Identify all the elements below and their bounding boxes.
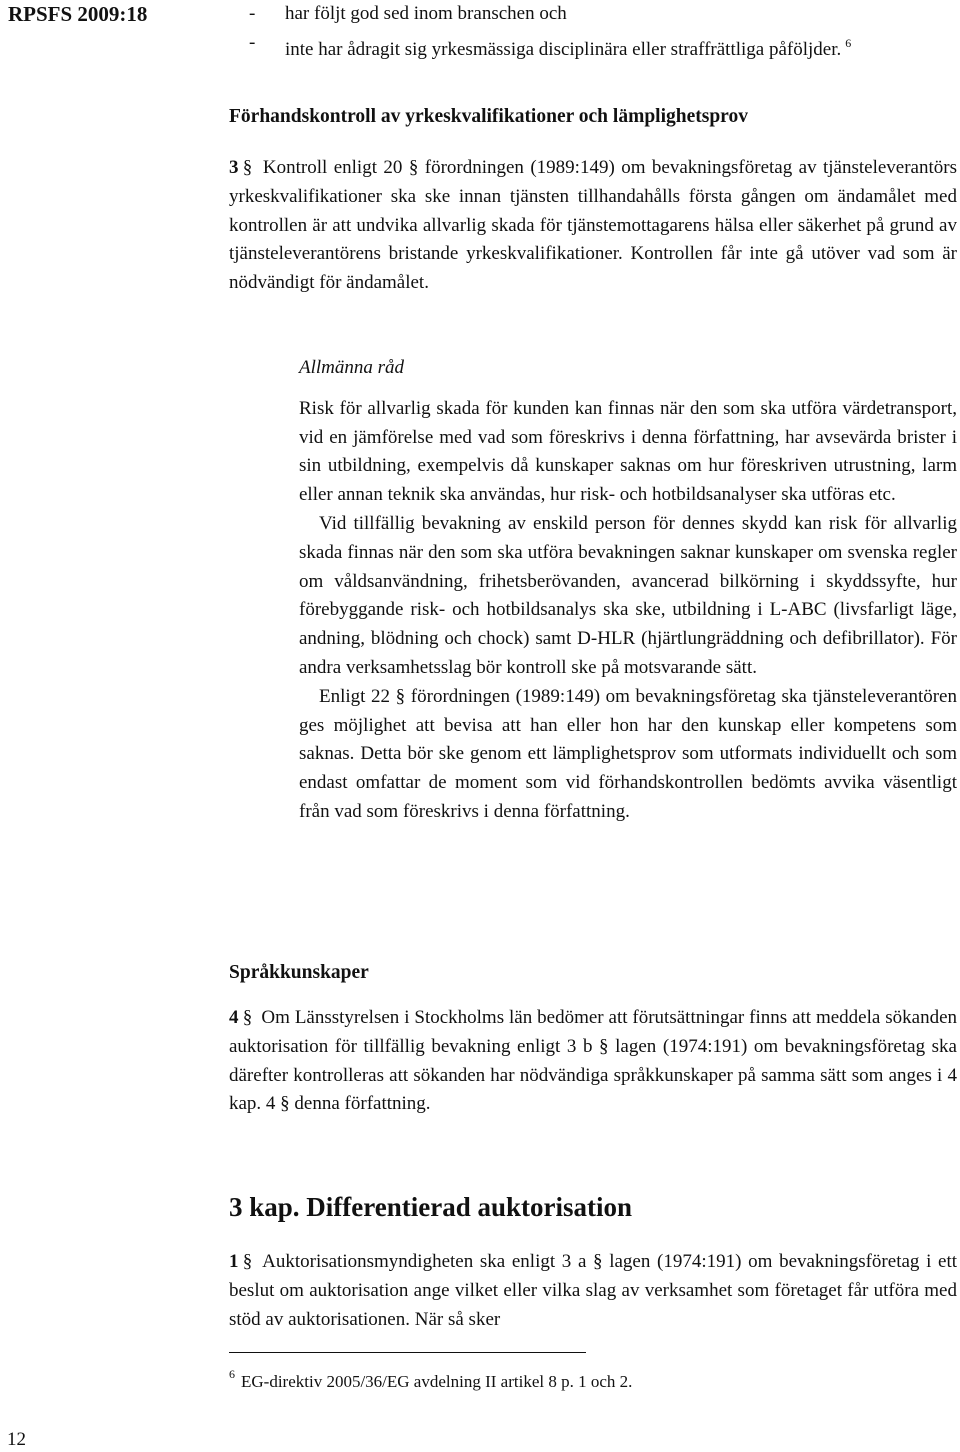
- paragraph-3: [229, 154, 957, 298]
- page-number: 12: [7, 1429, 26, 1450]
- footnote-text: EG-direktiv 2005/36/EG avdelning II artikel 8 p. 1 och 2.: [241, 1372, 633, 1391]
- list-item: [229, 0, 957, 29]
- paragraph-text: Kontroll enligt 20 § förordningen (1989:149) om bevakningsföretag av tjänsteleverantörs yrkeskvalifikationer ska ske innan tjänsten tillhandahålls första gången om ändamålet med kontrollen är att undvika allvarlig skada för tjänstemottagarens hälsa eller säkerhet på grund av tjänsteleverantörens bristande yrkeskvalifikationer. Kontrollen får inte gå utöver vad som är nödvändigt för ändamålet.: [229, 157, 957, 294]
- list-item: [229, 29, 957, 65]
- section-heading-qualifications: Förhandskontroll av yrkeskvalifikationer och lämplighetsprov: [229, 106, 748, 127]
- advice-paragraph: Vid tillfällig bevakning av enskild person för dennes skydd kan risk för allvarlig skada finnas när den som ska utföra bevakningen saknar kunskaper om svenska regler om våldsanvändning, frihetsberövanden, avancerad bilkörning i skyddssyfte, hur förebyggande risk- och hotbildsanalys ska ske, utbildning i L-ABC (livsfarligt läge, andning, blödning och chock) samt D-HLR (hjärtlungräddning och defibrillator). För andra verksamhetsslag bör kontroll ske på motsvarande sätt.: [299, 512, 957, 678]
- section-heading-language: Språkkunskaper: [229, 962, 369, 983]
- paragraph-1: [229, 1248, 957, 1334]
- section-sign: §: [242, 1251, 253, 1272]
- section-sign: §: [242, 157, 253, 178]
- footnote-reference: 6: [845, 35, 852, 50]
- paragraph-text: Auktorisationsmyndigheten ska enligt 3 a § lagen (1974:191) om bevakningsföretag i ett beslut om auktorisation ange vilket eller vilka slag av verksamhet som företaget får utföra med stöd av auktorisationen. När så sker: [229, 1251, 957, 1330]
- list-item-text: har följt god sed inom branschen och: [285, 3, 567, 24]
- advice-title: Allmänna råd: [299, 357, 405, 378]
- footnote: [229, 1367, 632, 1392]
- general-advice: [299, 354, 957, 827]
- paragraph-number: 3: [229, 157, 239, 178]
- requirements-list: [229, 0, 957, 65]
- list-dash: -: [249, 31, 256, 53]
- paragraph-number: 4: [229, 1007, 239, 1028]
- document-code: RPSFS 2009:18: [8, 2, 148, 26]
- paragraph-4: [229, 1004, 957, 1119]
- section-sign: §: [242, 1007, 253, 1028]
- paragraph-text: Om Länsstyrelsen i Stockholms län bedömer att förutsättningar finns att meddela sökanden auktorisation för tillfällig bevakning enligt 3 b § lagen (1974:191) om bevakningsföretag ska därefter kontrolleras att sökanden har nödvändiga språkkunskaper på samma sätt som anges i 4 kap. 4 § denna författning.: [229, 1007, 957, 1115]
- list-dash: -: [249, 3, 256, 24]
- paragraph-number: 1: [229, 1251, 239, 1272]
- footnote-number: 6: [229, 1367, 235, 1381]
- list-item-text: inte har ådragit sig yrkesmässiga disciplinära eller straffrättliga påföljder.: [285, 38, 842, 60]
- advice-paragraph: Enligt 22 § förordningen (1989:149) om bevakningsföretag ska tjänsteleverantören ges möjlighet att bevisa att han eller hon har den kunskap eller kompetens som saknas. Detta bör ske genom ett lämplighetsprov som utformats individuellt och som endast omfattar de moment som vid förhandskontrollen bedömts avvika väsentligt från vad som föreskrivs i denna författning.: [299, 685, 957, 822]
- chapter-title: 3 kap. Differentierad auktorisation: [229, 1192, 632, 1222]
- advice-paragraph: Risk för allvarlig skada för kunden kan finnas när den som ska utföra värdetransport, vid en jämförelse med vad som föreskrivs i denna författning, har avsevärda brister i sin utbildning, exempelvis då kunskaper saknas om hur föreskriven utrustning, larm eller annan teknik ska användas, hur risk- och hotbildsanalyser ska utföras etc.: [299, 397, 957, 506]
- footnote-divider: [229, 1352, 586, 1353]
